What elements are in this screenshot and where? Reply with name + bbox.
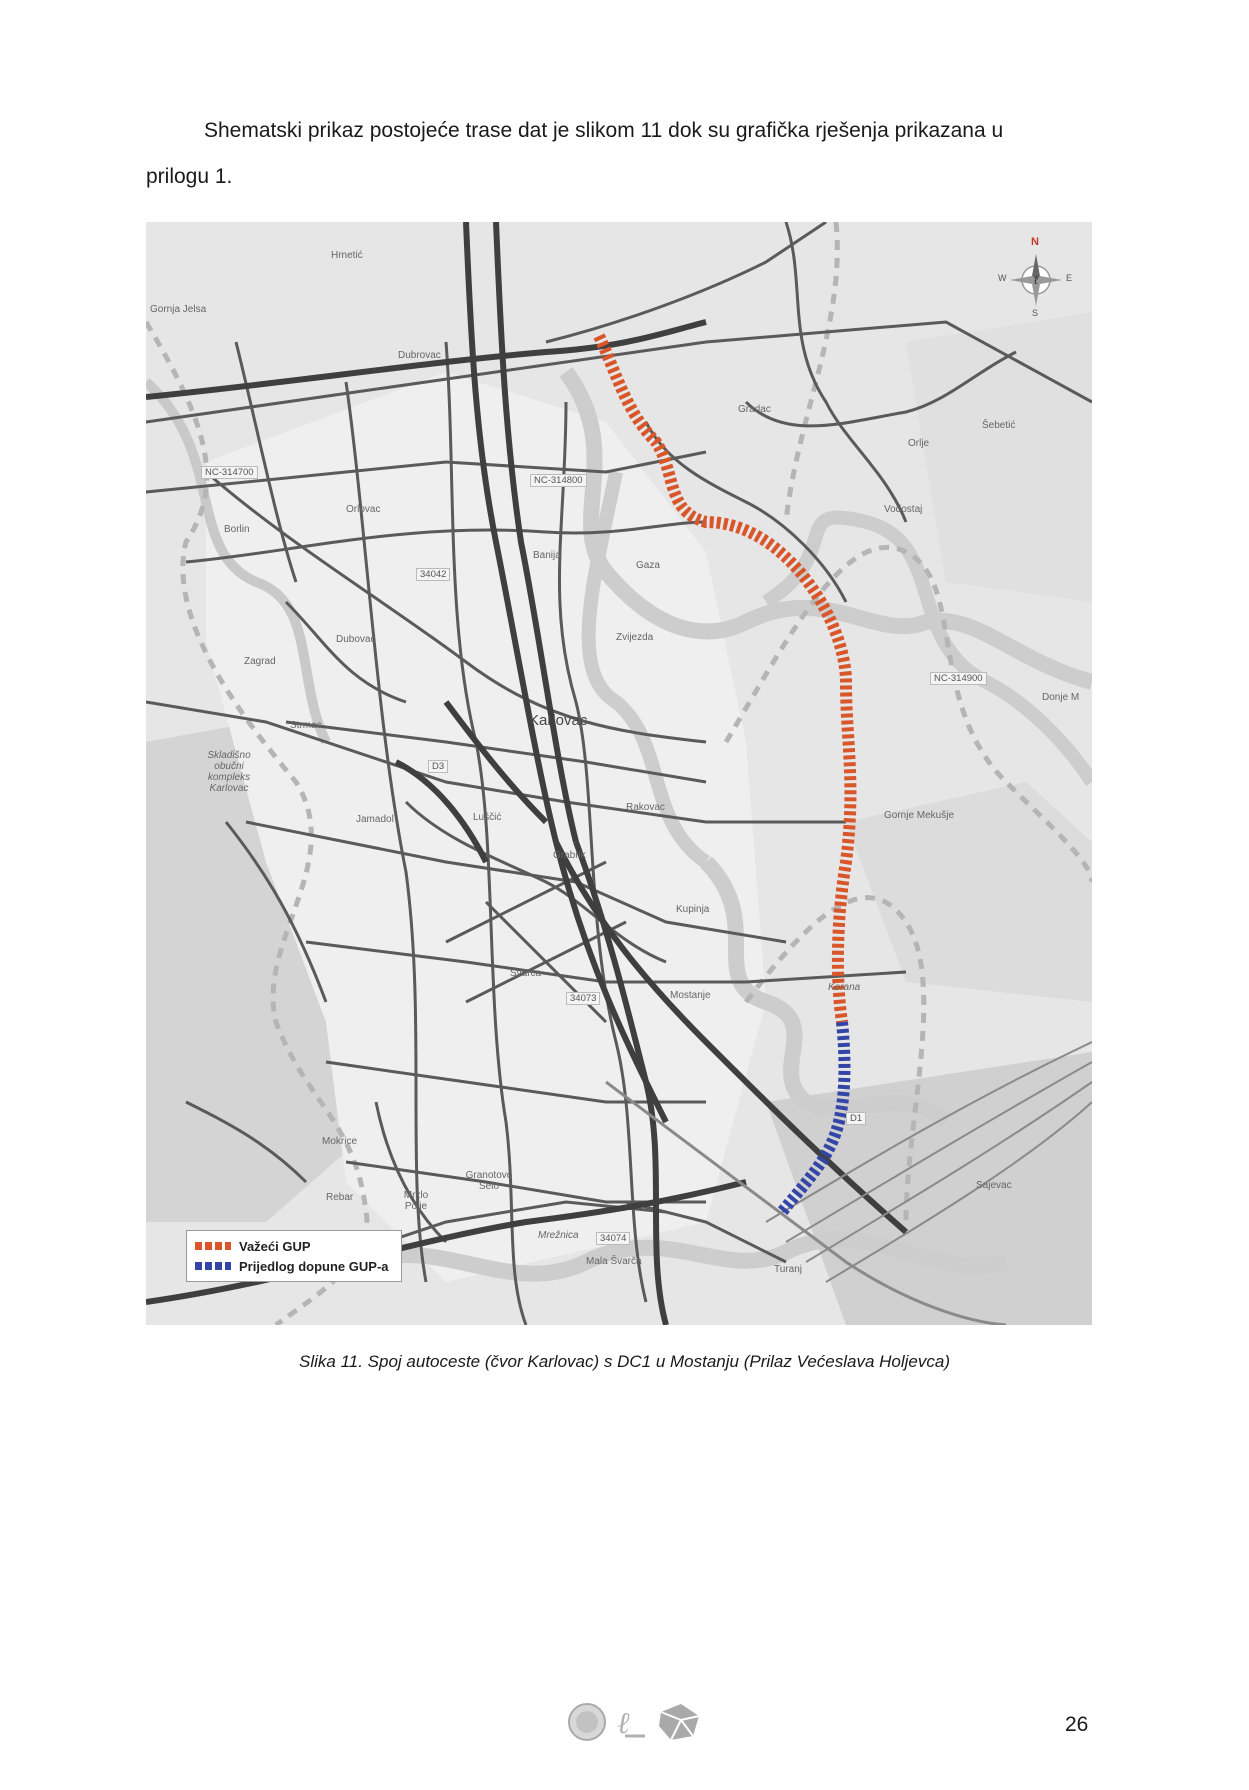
road-label-d3: D3 (428, 760, 448, 773)
compass-north: N (1031, 236, 1039, 248)
label-rebar: Rebar (326, 1192, 354, 1203)
label-borlin: Borlin (224, 524, 250, 535)
label-donje-mekusje: Donje M (1042, 692, 1080, 703)
label-dubrovac: Dubrovac (398, 350, 441, 361)
label-vodostaj: Vodostaj (884, 504, 923, 515)
label-orlje: Orlje (908, 438, 930, 449)
label-rakovac: Rakovac (626, 802, 665, 813)
label-korana: Korana (828, 982, 861, 993)
road-label-nc314800: NC-314800 (530, 474, 587, 487)
compass-rose-icon (996, 236, 1076, 320)
label-orlovac: Orlovac (346, 504, 381, 515)
label-skladisno: Skladišno obučni kompleks Karlovac (207, 750, 251, 794)
university-seal-icon (569, 1704, 605, 1740)
label-turanj: Turanj (774, 1264, 802, 1275)
label-dubovac: Dubovac (336, 634, 376, 645)
label-gornje-mekusje: Gornje Mekušje (884, 810, 955, 821)
label-strmac: Strmac (290, 720, 322, 731)
compass-west: W (998, 273, 1007, 283)
label-mala-svarca: Mala Švarča (586, 1256, 642, 1267)
label-jamadol: Jamadol (356, 814, 394, 825)
label-gornja-jelsa: Gornja Jelsa (150, 304, 207, 315)
label-mrzlo-polje: Mrzlo Polje (403, 1190, 429, 1212)
label-zagrad: Zagrad (244, 656, 276, 667)
compass-south: S (1032, 308, 1039, 318)
label-banija: Banija (533, 550, 561, 561)
svg-text:ℓ: ℓ (617, 1707, 630, 1740)
road-label-34074: 34074 (596, 1232, 630, 1245)
figure-caption: Slika 11. Spoj autoceste (čvor Karlovac) s DC1 u Mostanju (Prilaz Većeslava Holjevca) (299, 1352, 950, 1371)
legend-label: Važeći GUP (239, 1238, 311, 1254)
page-number: 26 (1065, 1713, 1089, 1736)
label-zvijezda: Zvijezda (616, 632, 654, 643)
footer-logos (565, 1700, 705, 1744)
label-luscic: Luščić (473, 812, 502, 823)
legend-item-prijedlog (195, 1256, 393, 1276)
legend-label: Prijedlog dopune GUP-a (239, 1258, 389, 1274)
compass-east: E (1066, 273, 1073, 283)
label-gradac: Gradac (738, 404, 771, 415)
road-label-nc314900: NC-314900 (930, 672, 987, 685)
legend-swatch-blue (195, 1262, 231, 1270)
label-hrnetic: Hrnetić (331, 250, 363, 261)
label-svarca: Švarča (510, 968, 542, 979)
road-label-nc314700: NC-314700 (201, 466, 258, 479)
map-base (146, 222, 1092, 1325)
label-mreznica: Mrežnica (538, 1230, 579, 1241)
map-figure (146, 222, 1092, 1325)
label-kupinja: Kupinja (676, 904, 710, 915)
label-granotovo-selo: Granotovo Selo (465, 1170, 513, 1192)
road-label-d1: D1 (846, 1112, 866, 1125)
road-label-34042: 34042 (416, 568, 450, 581)
legend-item-vazeci-gup (195, 1236, 393, 1256)
label-sebetic: Šebetić (982, 420, 1016, 431)
label-mostanje: Mostanje (670, 990, 711, 1001)
body-paragraph-line-1: Shematski prikaz postojeće trase dat je slikom 11 dok su grafička rješenja prikazana u (204, 119, 1004, 142)
road-label-34073: 34073 (566, 992, 600, 1005)
map-legend (186, 1230, 402, 1282)
body-paragraph-line-2: prilogu 1. (146, 165, 233, 188)
label-karlovac: Karlovac (529, 712, 588, 729)
label-gaza: Gaza (636, 560, 660, 571)
label-mokrice: Mokrice (322, 1136, 358, 1147)
label-grabrik: Grabrik (553, 850, 586, 861)
legend-swatch-orange (195, 1242, 231, 1250)
geometric-logo-icon (659, 1704, 699, 1740)
label-sajevac: Sajevac (976, 1180, 1012, 1191)
svg-text:ℓ: ℓ (1033, 273, 1039, 287)
faculty-logo-icon (617, 1707, 645, 1740)
